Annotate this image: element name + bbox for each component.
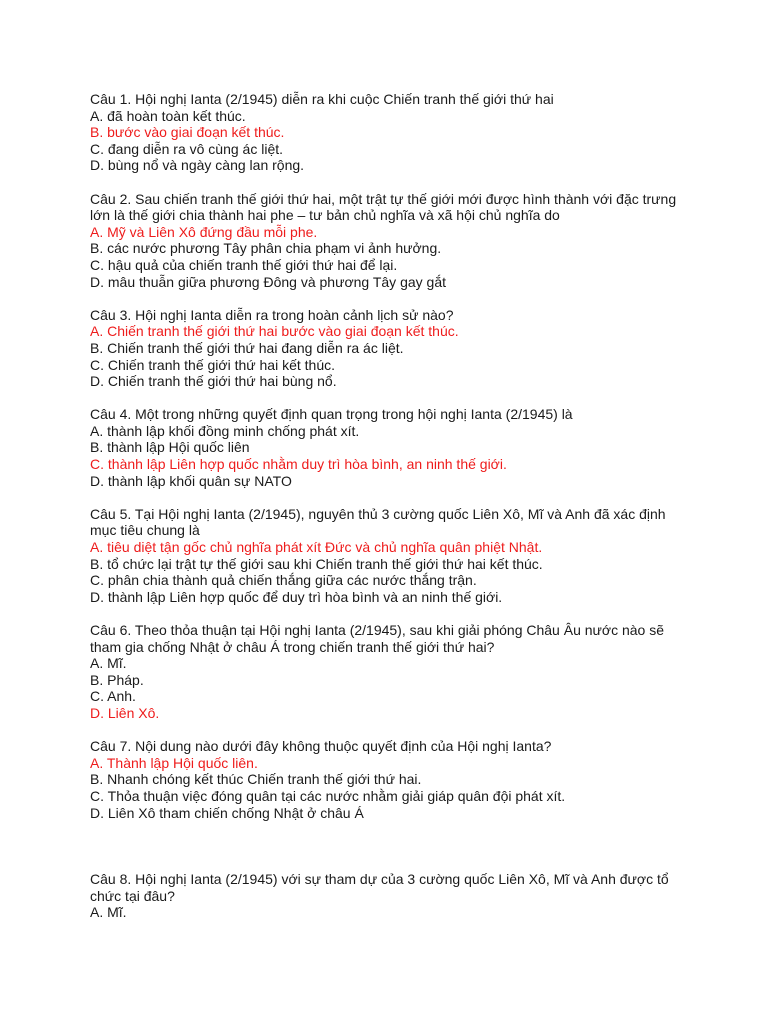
- correct-answer-option: D. Liên Xô.: [90, 704, 160, 721]
- answer-option: C. Thỏa thuận việc đóng quân tại các nước nhằm giải giáp quân đội phát xít.: [90, 787, 566, 804]
- question-text: Câu 7. Nội dung nào dưới đây không thuộc quyết định của Hội nghị Ianta?: [90, 738, 552, 755]
- answer-option: A. Mĩ.: [90, 904, 127, 921]
- answer-option: D. Liên Xô tham chiến chống Nhật ở châu Á: [90, 804, 364, 821]
- correct-answer-option: C. thành lập Liên hợp quốc nhằm duy trì hòa bình, an ninh thế giới.: [90, 456, 507, 473]
- answer-option: C. Chiến tranh thế giới thứ hai kết thúc.: [90, 356, 336, 373]
- question-text: lớn là thế giới chia thành hai phe – tư bản chủ nghĩa và xã hội chủ nghĩa do: [90, 207, 560, 224]
- question-6: [90, 622, 676, 722]
- answer-option: D. thành lập khối quân sự NATO: [90, 472, 292, 489]
- document-page: [90, 91, 676, 937]
- question-text: Câu 3. Hội nghị Ianta diễn ra trong hoàn cảnh lịch sử nào?: [90, 306, 454, 323]
- answer-option: B. tổ chức lại trật tự thế giới sau khi Chiến tranh thế giới thứ hai kết thúc.: [90, 555, 543, 572]
- question-7: [90, 738, 676, 821]
- answer-option: B. Pháp.: [90, 671, 144, 688]
- answer-option: C. đang diễn ra vô cùng ác liệt.: [90, 140, 284, 157]
- question-text: chức tại đâu?: [90, 887, 175, 904]
- answer-option: D. bùng nổ và ngày càng lan rộng.: [90, 157, 305, 174]
- question-text: Câu 2. Sau chiến tranh thế giới thứ hai, một trật tự thế giới mới được hình thành với đặc trưng: [90, 190, 677, 207]
- question-1: [90, 91, 676, 174]
- question-3: [90, 307, 676, 390]
- question-2: [90, 191, 676, 291]
- answer-option: D. mâu thuẫn giữa phương Đông và phương Tây gay gắt: [90, 273, 446, 290]
- answer-option: C. Anh.: [90, 688, 136, 705]
- question-text: Câu 4. Một trong những quyết định quan trọng trong hội nghị Ianta (2/1945) là: [90, 406, 573, 423]
- answer-option: B. Nhanh chóng kết thúc Chiến tranh thế giới thứ hai.: [90, 771, 422, 788]
- answer-option: B. các nước phương Tây phân chia phạm vi ảnh hưởng.: [90, 240, 442, 257]
- correct-answer-option: B. bước vào giai đoạn kết thúc.: [90, 124, 285, 141]
- answer-option: A. đã hoàn toàn kết thúc.: [90, 107, 246, 124]
- answer-option: B. thành lập Hội quốc liên: [90, 439, 250, 456]
- answer-option: D. thành lập Liên hợp quốc để duy trì hòa bình và an ninh thế giới.: [90, 588, 503, 605]
- question-text: mục tiêu chung là: [90, 522, 200, 539]
- answer-option: C. hậu quả của chiến tranh thế giới thứ hai để lại.: [90, 256, 398, 273]
- answer-option: C. phân chia thành quả chiến thắng giữa các nước thắng trận.: [90, 572, 477, 589]
- question-5: [90, 506, 676, 606]
- question-text: Câu 6. Theo thỏa thuận tại Hội nghị Ianta (2/1945), sau khi giải phóng Châu Âu nước nào sẽ: [90, 622, 665, 638]
- question-text: Câu 8. Hội nghị Ianta (2/1945) với sự tham dự của 3 cường quốc Liên Xô, Mĩ và Anh được tổ: [90, 870, 669, 887]
- correct-answer-option: A. Chiến tranh thế giới thứ hai bước vào giai đoạn kết thúc.: [90, 323, 459, 340]
- question-8: [90, 871, 676, 921]
- answer-option: A. thành lập khối đồng minh chống phát xít.: [90, 422, 360, 439]
- answer-option: B. Chiến tranh thế giới thứ hai đang diễn ra ác liệt.: [90, 339, 404, 356]
- answer-option: D. Chiến tranh thế giới thứ hai bùng nổ.: [90, 373, 337, 390]
- answer-option: A. Mĩ.: [90, 655, 127, 672]
- question-text: Câu 5. Tại Hội nghị Ianta (2/1945), nguyên thủ 3 cường quốc Liên Xô, Mĩ và Anh đã xác định: [90, 505, 666, 522]
- question-text: tham gia chống Nhật ở châu Á trong chiến tranh thế giới thứ hai?: [90, 638, 495, 655]
- correct-answer-option: A. tiêu diệt tận gốc chủ nghĩa phát xít Đức và chủ nghĩa quân phiệt Nhật.: [90, 539, 543, 556]
- question-4: [90, 406, 676, 489]
- correct-answer-option: A. Thành lập Hội quốc liên.: [90, 754, 258, 771]
- correct-answer-option: A. Mỹ và Liên Xô đứng đầu mỗi phe.: [90, 223, 318, 240]
- question-text: Câu 1. Hội nghị Ianta (2/1945) diễn ra khi cuộc Chiến tranh thế giới thứ hai: [90, 91, 554, 107]
